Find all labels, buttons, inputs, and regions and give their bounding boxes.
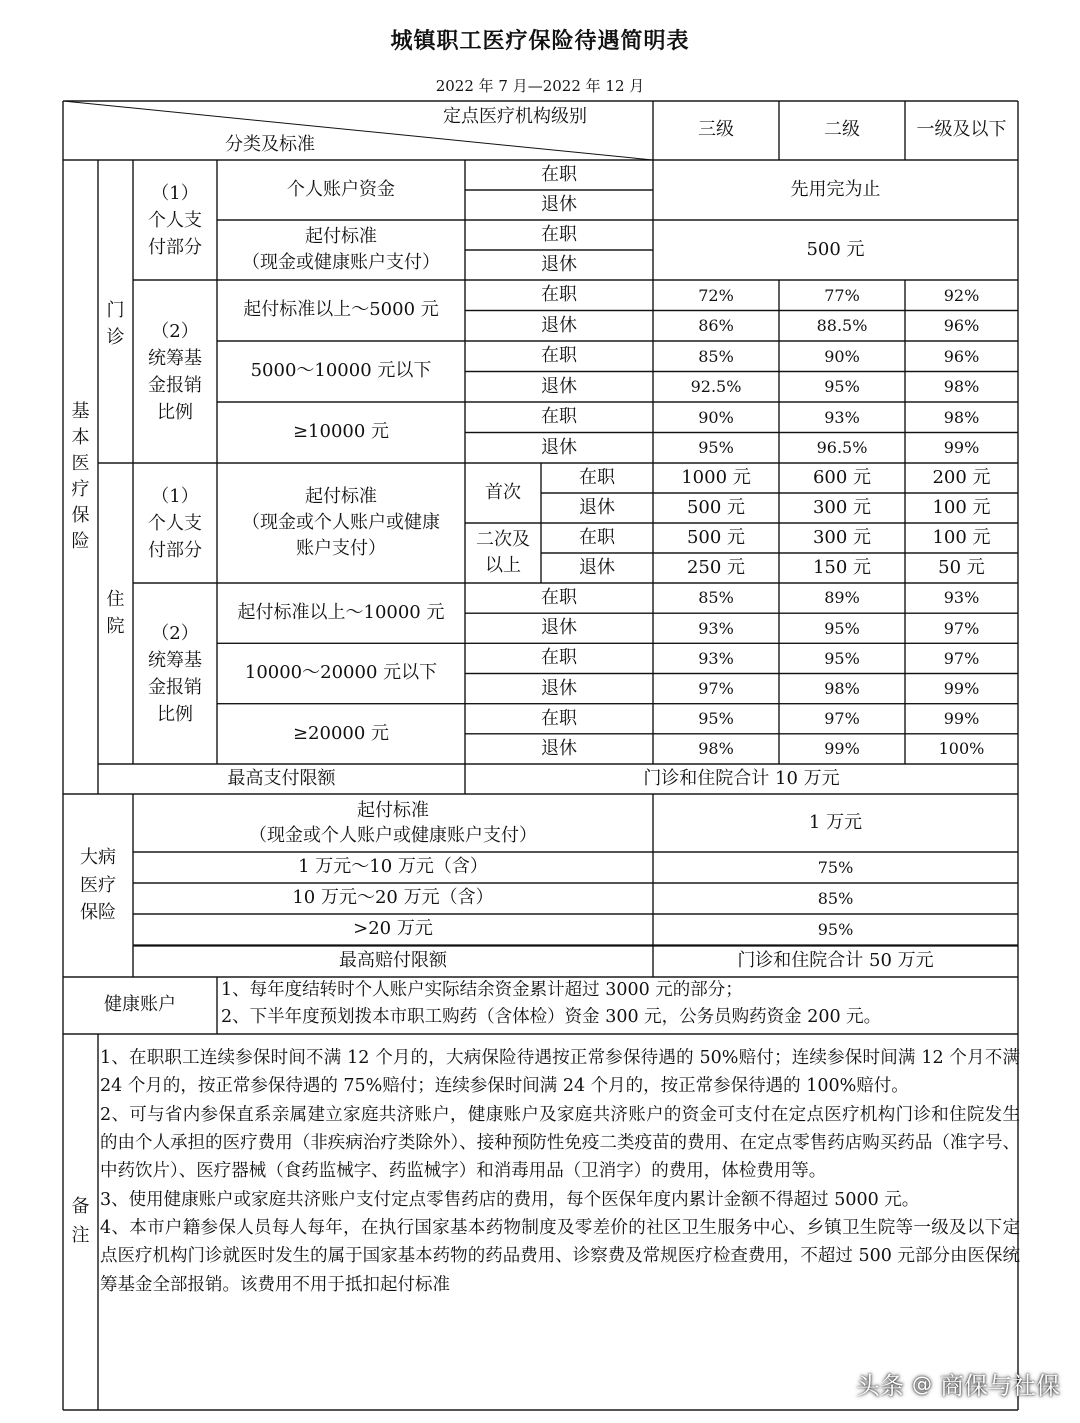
status-retired: 退休 (541, 436, 577, 458)
deductible-amount: 100 元 (932, 526, 991, 548)
rate-cell: 96% (943, 346, 980, 366)
status-employed: 在职 (541, 345, 577, 367)
deductible-amount: 300 元 (812, 526, 872, 548)
deductible-amount: 150 元 (812, 556, 872, 578)
status-employed: 在职 (579, 466, 615, 488)
inpatient-pooled-label: （2） 统筹基 金报销 比例 (148, 622, 202, 725)
deductible-amount: 300 元 (812, 496, 872, 518)
status-retired: 退休 (541, 617, 577, 639)
serious-range: >20 万元 (353, 918, 433, 940)
rate-cell: 88.5% (816, 316, 868, 336)
inpatient-deductible-label: 起付标准 （现金或个人账户或健康 账户支付） (242, 485, 440, 560)
rate-cell: 96.5% (816, 438, 868, 458)
repeat-admission-label: 二次及 以上 (476, 528, 530, 576)
rate-cell: 99% (943, 709, 980, 729)
status-employed: 在职 (541, 406, 577, 428)
rate-cell: 93% (698, 618, 734, 638)
basic-insurance-label: 基 本 医 疗 保 险 (71, 400, 90, 553)
personal-account-value: 先用完为止 (790, 178, 881, 200)
status-retired: 退休 (579, 496, 615, 518)
basic-max-label: 最高支付限额 (227, 767, 336, 789)
deductible-amount: 100 元 (932, 496, 991, 518)
deductible-amount: 500 元 (686, 496, 746, 518)
watermark-at: @ (912, 1371, 932, 1396)
rate-cell: 95% (824, 618, 860, 638)
status-employed: 在职 (541, 284, 577, 306)
rate-cell: 90% (824, 346, 860, 366)
rate-cell: 98% (943, 377, 980, 397)
header-level-2: 二级 (824, 119, 860, 141)
inpatient-label: 住 院 (106, 589, 125, 637)
watermark (856, 1366, 1060, 1401)
header-level-1: 三级 (698, 119, 734, 141)
rate-cell: 99% (943, 438, 980, 458)
inpatient-range: 起付标准以上～10000 元 (237, 602, 445, 624)
outpatient-label: 门 诊 (106, 300, 125, 348)
note-item: 1、在职职工连续参保时间不满 12 个月的，大病保险待遇按正常参保待遇的 50%赔付；连续参保时间满 12 个月不满 24 个月的，按正常参保待遇的 75%赔付；连续参保时间满 24 个月的，按正常参保待遇的 100%赔付。 (100, 1048, 1020, 1097)
inpatient-range: ≥20000 元 (292, 722, 390, 744)
outpatient-range: ≥10000 元 (292, 421, 390, 443)
rate-cell: 97% (943, 648, 980, 668)
rate-cell: 100% (938, 739, 985, 759)
deductible-amount: 50 元 (938, 556, 985, 578)
rate-cell: 96% (943, 316, 980, 336)
rate-cell: 92% (943, 285, 980, 305)
rate-cell: 99% (943, 678, 980, 698)
rate-cell: 98% (943, 407, 980, 427)
header-level-3: 一级及以下 (916, 119, 1007, 141)
inpatient-range: 10000～20000 元以下 (244, 662, 438, 684)
rate-cell: 98% (824, 678, 860, 698)
serious-rate: 95% (817, 919, 854, 939)
deductible-amount: 200 元 (932, 466, 991, 488)
serious-rate: 85% (817, 888, 854, 908)
personal-account-label: 个人账户资金 (287, 178, 395, 200)
serious-max-label: 最高赔付限额 (339, 950, 447, 972)
status-retired: 退休 (579, 556, 615, 578)
deductible-amount: 600 元 (812, 466, 872, 488)
outpatient-deductible-value: 500 元 (806, 238, 865, 260)
note-item: 4、本市户籍参保人员每人每年，在执行国家基本药物制度及零差价的社区卫生服务中心、乡镇卫生院等一级及以下定点医疗机构门诊就医时发生的属于国家基本药物的药品费用、诊察费及常规医疗检查费用，不超过 500 元部分由医保统筹基金全部报销。该费用不用于抵扣起付标准 (100, 1218, 1020, 1295)
serious-range: 1 万元～10 万元（含） (298, 856, 488, 878)
serious-range: 10 万元～20 万元（含） (292, 887, 494, 909)
status-retired: 退休 (541, 375, 577, 397)
rate-cell: 97% (824, 709, 860, 729)
serious-insurance-label: 大病 医疗 保险 (80, 846, 116, 924)
outpatient-deductible-label: 起付标准 （现金或健康账户支付） (242, 225, 440, 273)
status-employed: 在职 (541, 587, 577, 609)
outpatient-pooled-label: （2） 统筹基 金报销 比例 (148, 320, 202, 423)
watermark-prefix: 头条 (856, 1372, 904, 1400)
rate-cell: 97% (698, 678, 734, 698)
rate-cell: 89% (824, 588, 860, 608)
rate-cell: 85% (698, 346, 734, 366)
outpatient-range: 起付标准以上～5000 元 (243, 299, 439, 321)
rate-cell: 90% (698, 407, 734, 427)
rate-cell: 93% (824, 407, 860, 427)
rate-cell: 77% (824, 285, 860, 305)
rate-cell: 93% (943, 588, 980, 608)
watermark-account: 商保与社保 (940, 1372, 1060, 1400)
rate-cell: 95% (698, 709, 734, 729)
rate-cell: 93% (698, 648, 734, 668)
health-account-label: 健康账户 (104, 994, 176, 1016)
health-account-content (217, 977, 1018, 1034)
note-item: 2、可与省内参保直系亲属建立家庭共济账户，健康账户及家庭共济账户的资金可支付在定点医疗机构门诊和住院发生的由个人承担的医疗费用（非疾病治疗类除外）、接种预防性免疫二类疫苗的费用、在定点零售药店购买药品（准字号、中药饮片）、医疗器械（食药监械字、药监械字）和消毒用品（卫消字）的费用，体检费用等。 (100, 1104, 1020, 1182)
page-title: 城镇职工医疗保险待遇简明表 (390, 28, 690, 54)
rate-cell: 98% (698, 739, 734, 759)
status-employed: 在职 (541, 707, 577, 729)
deductible-amount: 1000 元 (681, 466, 751, 488)
notes-label: 备 注 (71, 1196, 90, 1246)
serious-rate: 75% (817, 857, 854, 877)
rate-cell: 95% (698, 438, 734, 458)
serious-deductible-value: 1 万元 (808, 811, 863, 833)
status-retired: 退休 (541, 193, 577, 215)
rate-cell: 95% (824, 648, 860, 668)
basic-max-value: 门诊和住院合计 10 万元 (643, 767, 840, 789)
deductible-amount: 250 元 (686, 556, 746, 578)
first-admission-label: 首次 (485, 481, 521, 503)
deductible-amount: 500 元 (686, 526, 746, 548)
rate-cell: 97% (943, 618, 980, 638)
note-item: 3、使用健康账户或家庭共济账户支付定点零售药店的费用，每个医保年度内累计金额不得超过 5000 元。 (100, 1189, 920, 1210)
status-retired: 退休 (541, 737, 577, 759)
rate-cell: 86% (698, 316, 734, 336)
date-range: 2022 年 7 月—2022 年 12 月 (435, 77, 645, 95)
health-account-item: 2、下半年度预划拨本市职工购药（含体检）资金 300 元，公务员购药资金 200 元。 (221, 1007, 882, 1028)
health-account-item: 1、每年度结转时个人账户实际结余资金累计超过 3000 元的部分； (221, 980, 743, 1000)
status-employed: 在职 (541, 163, 577, 185)
outpatient-range: 5000～10000 元以下 (250, 360, 432, 382)
notes-content (100, 1044, 1020, 1299)
serious-max-value: 门诊和住院合计 50 万元 (737, 950, 934, 972)
status-retired: 退休 (541, 253, 577, 275)
rate-cell: 99% (824, 739, 860, 759)
status-employed: 在职 (579, 526, 615, 548)
inpatient-personal-label: （1） 个人支 付部分 (148, 485, 202, 561)
rate-cell: 72% (698, 285, 734, 305)
status-retired: 退休 (541, 314, 577, 336)
outpatient-personal-label: （1） 个人支 付部分 (148, 182, 202, 258)
header-category-caption: 分类及标准 (225, 133, 315, 155)
rate-cell: 95% (824, 377, 860, 397)
serious-deductible-label: 起付标准 （现金或个人账户或健康账户支付） (249, 799, 537, 846)
status-employed: 在职 (541, 223, 577, 245)
rate-cell: 85% (698, 588, 734, 608)
status-retired: 退休 (541, 677, 577, 699)
header-level-caption: 定点医疗机构级别 (443, 105, 587, 127)
rate-cell: 92.5% (690, 377, 742, 397)
status-employed: 在职 (541, 647, 577, 669)
